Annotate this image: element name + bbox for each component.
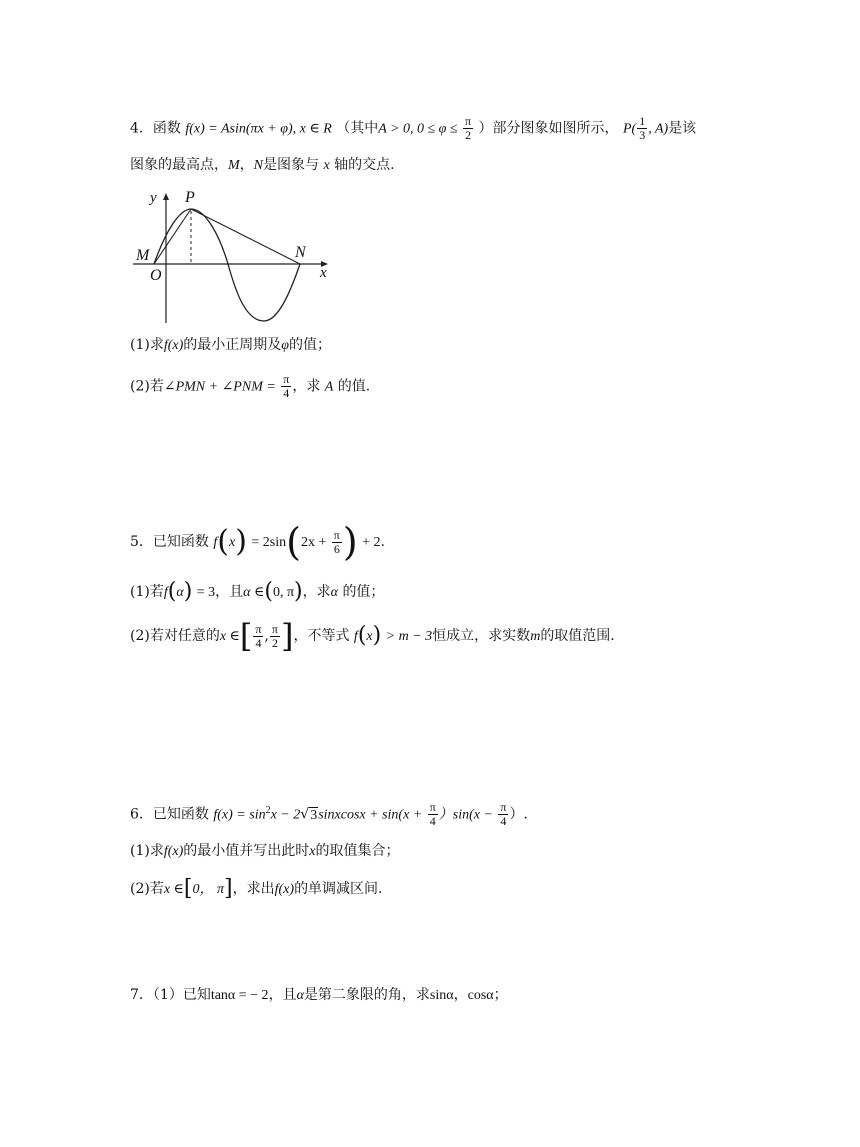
q6-sub2-mid: ，求出 bbox=[232, 881, 275, 897]
q4-formula: f(x) = Asin(πx + φ), x ∈ R bbox=[185, 121, 332, 137]
q6-sub1-end: 的取值集合； bbox=[315, 843, 400, 859]
q4-sub1-pre: (1)求 bbox=[130, 337, 164, 353]
q5-sub1-alpha-2: α bbox=[330, 585, 338, 600]
q6-line1: 6．已知函数 $f(x) = \sin^2x$ − 2√3sinxcosx + sin(x + $\frac{\pi}{4}$ ）sin(x − $\frac{\pi}{4}$ ）. bbox=[130, 800, 528, 829]
q4-line2-text: 图象的最高点， bbox=[130, 157, 228, 173]
q5-sub1-pre: (1)若 bbox=[130, 584, 164, 600]
q4-line2-end: 轴的交点. bbox=[334, 157, 395, 173]
q5-sub2: (2)若对任意的x ∈[ $\frac{\pi}{4}$ , $\frac{\pi}{2}$ ]，不等式 f(x) > m − 3恒成立，求实数m的取值范围. bbox=[130, 617, 615, 655]
q4-n: N bbox=[253, 158, 264, 173]
q4-sub2-formula: ∠PMN + ∠PNM = bbox=[163, 379, 276, 395]
q4-sub1-phi: φ bbox=[281, 338, 290, 353]
q6-sub2-f: f(x) bbox=[274, 882, 295, 897]
q4-sub2-a: A bbox=[324, 379, 334, 395]
q5-sub1-int-lparen: ( bbox=[264, 579, 273, 604]
q4-cond-pre: （其中 bbox=[336, 120, 379, 137]
q6-sub1-f: f(x) bbox=[163, 844, 184, 859]
q4-pi-over-2: $\frac{\pi}{2}$ bbox=[465, 114, 472, 142]
q4-sub2-pi-over-4: $\frac{\pi}{4}$ bbox=[283, 372, 290, 400]
q4-sub2-end: 的值. bbox=[337, 378, 371, 395]
q5-sub1-mid: ，且 bbox=[215, 584, 244, 600]
q5-pi-over-6: $\frac{\pi}{6}$ bbox=[333, 527, 340, 556]
q5-sub2-end1: 恒成立，求实数 bbox=[432, 628, 531, 644]
q5-sub1-end: 的值； bbox=[342, 584, 385, 600]
q5-sub1-int-rparen: ) bbox=[294, 579, 303, 604]
q5-sub1-alpha: α bbox=[176, 585, 184, 600]
q5-sub2-m: m bbox=[530, 629, 541, 644]
label-p: P bbox=[185, 189, 195, 206]
label-x: x bbox=[320, 265, 327, 281]
q5-sub1-rparen: ) bbox=[183, 579, 193, 604]
q6-pi-over-4-b: $\frac{\pi}{4}$ bbox=[500, 800, 507, 829]
q4-sub1-f: f(x) bbox=[163, 338, 184, 353]
y-axis-arrow bbox=[163, 193, 169, 200]
q7-cos: cosα bbox=[467, 988, 494, 1003]
q5-sub1-interval: 0, π bbox=[272, 585, 295, 600]
q6-sub1 bbox=[130, 841, 400, 862]
q4-comma: ， bbox=[239, 157, 254, 173]
q5-sub2-ineq: > m − 3 bbox=[385, 629, 433, 644]
q7-text: 是第二象限的角，求 bbox=[303, 987, 430, 1003]
q5-eq: = 2sin bbox=[251, 535, 287, 550]
q5-lparen: ( bbox=[217, 524, 229, 559]
q6-sub2-pre: (2)若 bbox=[130, 881, 164, 897]
q6-formula-d: ）sin(x − bbox=[438, 807, 493, 823]
label-n: N bbox=[295, 244, 306, 261]
q5-rparen: ) bbox=[235, 524, 247, 559]
q5-sub2-end2: 的取值范围. bbox=[540, 628, 615, 644]
q5-tail: + 2 bbox=[362, 535, 381, 550]
q4-sub1 bbox=[130, 335, 331, 356]
q5-sub1-f: f bbox=[163, 585, 168, 600]
q6-formula-e: ）. bbox=[509, 806, 528, 823]
q5-arg: 2x + bbox=[300, 535, 327, 550]
q7-sin: sinα bbox=[429, 988, 454, 1003]
sine-curve bbox=[154, 209, 300, 321]
label-y: y bbox=[150, 190, 157, 206]
sine-graph-figure bbox=[128, 185, 338, 330]
q7-alpha: α bbox=[296, 988, 304, 1003]
q4-sub2 bbox=[130, 373, 370, 400]
q6-intro: 已知函数 bbox=[152, 806, 209, 823]
q7-tan: tanα = − 2 bbox=[210, 988, 269, 1003]
q4-line1 bbox=[130, 115, 696, 142]
q4-m: M bbox=[228, 158, 240, 173]
q6-square: 2 bbox=[265, 805, 271, 816]
q6-number: 6． bbox=[130, 806, 153, 823]
q6-sub2-interval: 0， π bbox=[192, 882, 225, 897]
q6-sub1-mid: 的最小值并写出此时 bbox=[183, 843, 310, 859]
segment-mp bbox=[154, 209, 191, 264]
q5-intro: 已知函数 bbox=[152, 534, 209, 550]
q6-sub1-pre: (1)求 bbox=[130, 843, 164, 859]
q4-sub1-mid: 的最小正周期及 bbox=[183, 337, 282, 353]
q5-big-lparen: ( bbox=[286, 520, 301, 564]
q4-number: 4． bbox=[130, 120, 153, 137]
label-o: O bbox=[150, 267, 162, 284]
q7-comma: ， bbox=[453, 987, 468, 1003]
q5-sub1-ask: ，求 bbox=[302, 584, 331, 600]
q4-point-a: , A) bbox=[648, 121, 669, 137]
q7-mid: ，且 bbox=[268, 987, 297, 1003]
q5-sub1-in: α ∈ bbox=[243, 585, 265, 600]
q5-sub2-lparen: ( bbox=[357, 623, 367, 648]
q4-intro: 函数 bbox=[152, 120, 181, 137]
q5-sub1 bbox=[130, 577, 384, 607]
q5-big-rparen: ) bbox=[342, 520, 358, 564]
q5-dot: . bbox=[380, 534, 385, 550]
q4-x: x bbox=[323, 158, 330, 173]
q4-line2 bbox=[130, 155, 395, 176]
q6-sub2-rbrack: ] bbox=[224, 876, 233, 901]
q5-sub1-eq: = 3 bbox=[196, 585, 216, 600]
q4-cond: A > 0, 0 ≤ φ ≤ bbox=[378, 121, 458, 137]
q4-sub2-pre: (2)若 bbox=[130, 378, 164, 395]
q5-sub2-x2: x bbox=[366, 629, 373, 644]
q5-line1 bbox=[130, 520, 385, 564]
q5-sub2-lbrack: [ bbox=[239, 617, 253, 655]
q6-sub2-x: x ∈ bbox=[163, 882, 184, 897]
q5-sub2-pi-over-2: $\frac{\pi}{2}$ bbox=[271, 621, 278, 650]
q6-sqrt3: 3 bbox=[310, 807, 318, 823]
q6-sub2-lbrack: [ bbox=[183, 876, 193, 901]
q4-line1-end: 是该 bbox=[668, 120, 697, 137]
q4-line2-mid: 是图象与 bbox=[263, 157, 320, 173]
q6-sub1-x: x bbox=[309, 844, 316, 859]
q6-sub2-end: 的单调减区间. bbox=[294, 881, 383, 897]
q6-sub2 bbox=[130, 873, 383, 905]
q5-sub2-pi-over-4: $\frac{\pi}{4}$ bbox=[255, 621, 262, 650]
q5-sub2-rparen: ) bbox=[372, 623, 382, 648]
q6-formula-a: f(x) = sin bbox=[213, 807, 266, 823]
q5-sub2-rbrack: ] bbox=[280, 617, 294, 655]
q6-pi-over-4-a: $\frac{\pi}{4}$ bbox=[429, 800, 436, 829]
q6-formula-b: x − 2 bbox=[270, 807, 301, 823]
q5-f: f bbox=[213, 535, 218, 550]
q6-formula-c: sinxcosx + sin(x + bbox=[318, 807, 423, 823]
label-m: M bbox=[136, 247, 150, 264]
q4-point-p: P( bbox=[623, 121, 637, 137]
q7-line1 bbox=[130, 985, 508, 1006]
q5-x: x bbox=[228, 535, 236, 550]
q5-sub2-x: x ∈ bbox=[219, 629, 240, 644]
q5-sub2-mid: ，不等式 bbox=[293, 628, 350, 644]
q5-sub2-f: f bbox=[353, 629, 358, 644]
q5-sub2-pre: (2)若对任意的 bbox=[130, 628, 220, 644]
q4-one-third: $\frac{1}{3}$ bbox=[639, 114, 646, 142]
q5-number: 5． bbox=[130, 534, 153, 550]
q7-number: 7．（1）已知 bbox=[130, 987, 211, 1003]
q4-sub2-mid: ，求 bbox=[292, 378, 321, 395]
segment-pn bbox=[191, 209, 300, 264]
q4-cond-post: ）部分图象如图所示， bbox=[478, 120, 619, 137]
q7-end: ； bbox=[493, 987, 508, 1003]
q4-sub1-end: 的值； bbox=[289, 337, 332, 353]
q5-sub1-lparen: ( bbox=[167, 579, 177, 604]
